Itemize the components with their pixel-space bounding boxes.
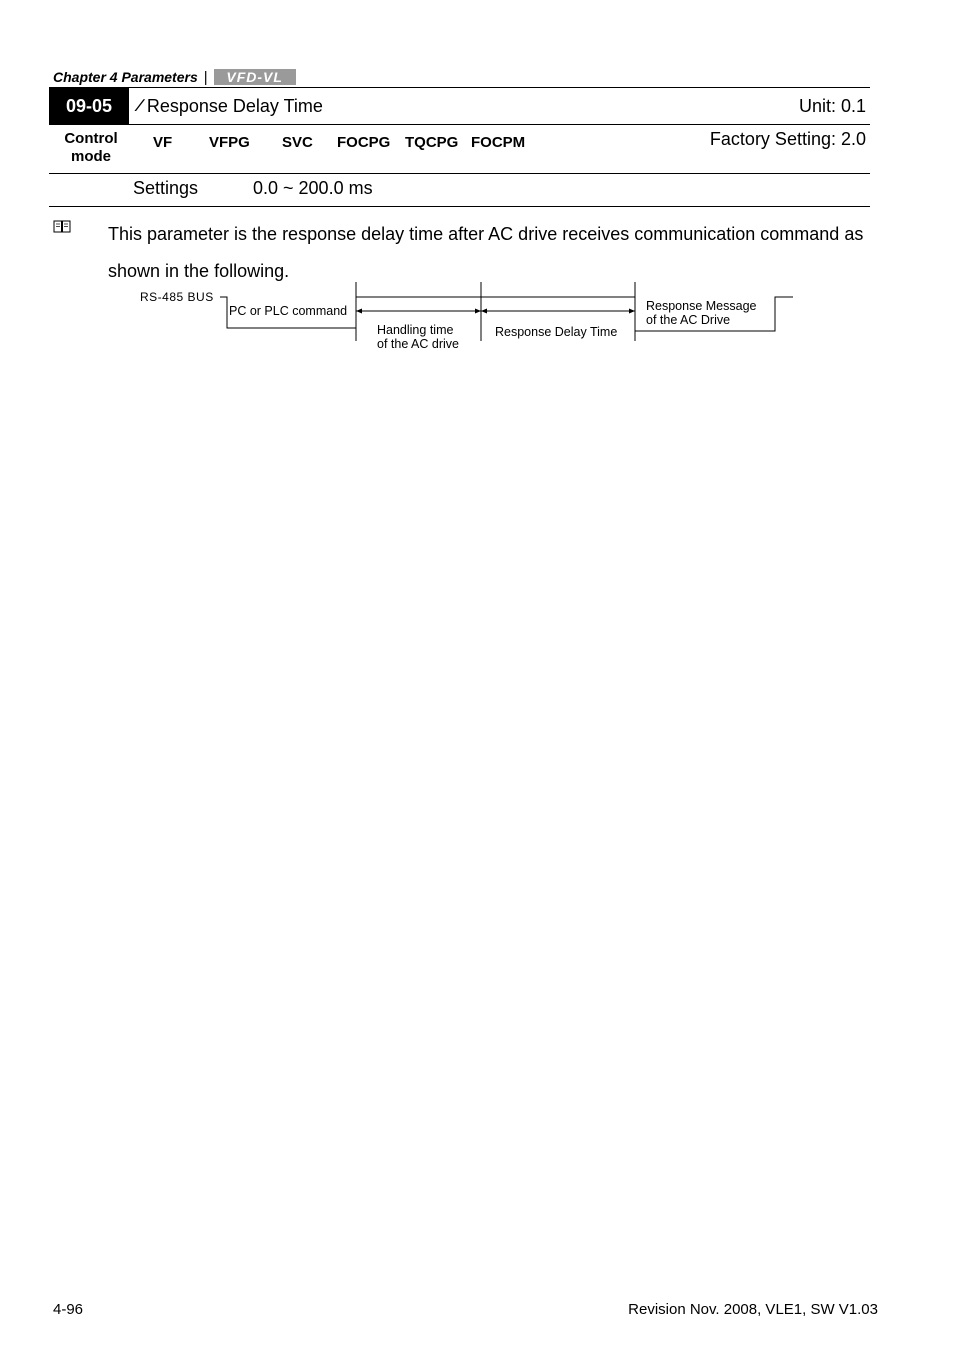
control-mode-focpg: FOCPG: [337, 134, 391, 151]
product-logo: VFD-VL: [214, 69, 296, 85]
control-mode-vfpg: VFPG: [209, 134, 250, 151]
delay-arrow-left-head: [481, 309, 487, 314]
book-icon: [53, 220, 71, 234]
chapter-title: Chapter 4 Parameters: [53, 69, 198, 85]
parameter-unit: Unit: 0.1: [798, 95, 866, 116]
delay-label: Response Delay Time: [495, 325, 618, 339]
factory-setting: Factory Setting: 2.0: [709, 129, 866, 149]
parameter-title-row: [49, 88, 870, 124]
control-mode-label: [51, 130, 131, 166]
control-mode-svc: SVC: [282, 134, 313, 151]
parameter-code: 09-05: [49, 88, 129, 124]
bus-label: RS-485 BUS: [140, 290, 214, 304]
chapter-separator: |: [203, 68, 208, 86]
delay-arrow-right-head: [629, 309, 635, 314]
response-label-line2: of the AC Drive: [646, 313, 731, 327]
timing-diagram: [130, 280, 800, 360]
writable-while-running-icon: ∕: [138, 96, 141, 115]
settings-row: [49, 174, 870, 206]
page-number: 4-96: [53, 1301, 84, 1318]
handling-label-line2: of the AC drive: [377, 337, 459, 351]
control-mode-label-line1: Control: [64, 130, 118, 147]
settings-value: 0.0 ~ 200.0 ms: [253, 178, 373, 198]
parameter-name-wrap: [138, 88, 323, 124]
note-text: This parameter is the response delay time after AC drive receives communication command as shown in the following.: [108, 224, 864, 281]
handling-label-line1: Handling time: [377, 323, 454, 337]
handling-arrow-left-head: [356, 309, 362, 314]
control-mode-label-line2: mode: [70, 148, 111, 165]
control-mode-row: [49, 125, 870, 172]
handling-arrow-right-head: [475, 309, 481, 314]
parameter-name: Response Delay Time: [146, 95, 323, 116]
control-mode-tqcpg: TQCPG: [405, 134, 459, 151]
settings-label: Settings: [133, 178, 199, 198]
control-mode-vf: VF: [153, 134, 173, 151]
revision-info: Revision Nov. 2008, VLE1, SW V1.03: [628, 1301, 878, 1318]
table-bottom-rule: [49, 206, 870, 207]
control-mode-focpm: FOCPM: [471, 134, 526, 151]
chapter-header: [53, 67, 296, 87]
response-label-line1: Response Message: [646, 299, 757, 313]
command-label: PC or PLC command: [229, 304, 348, 318]
